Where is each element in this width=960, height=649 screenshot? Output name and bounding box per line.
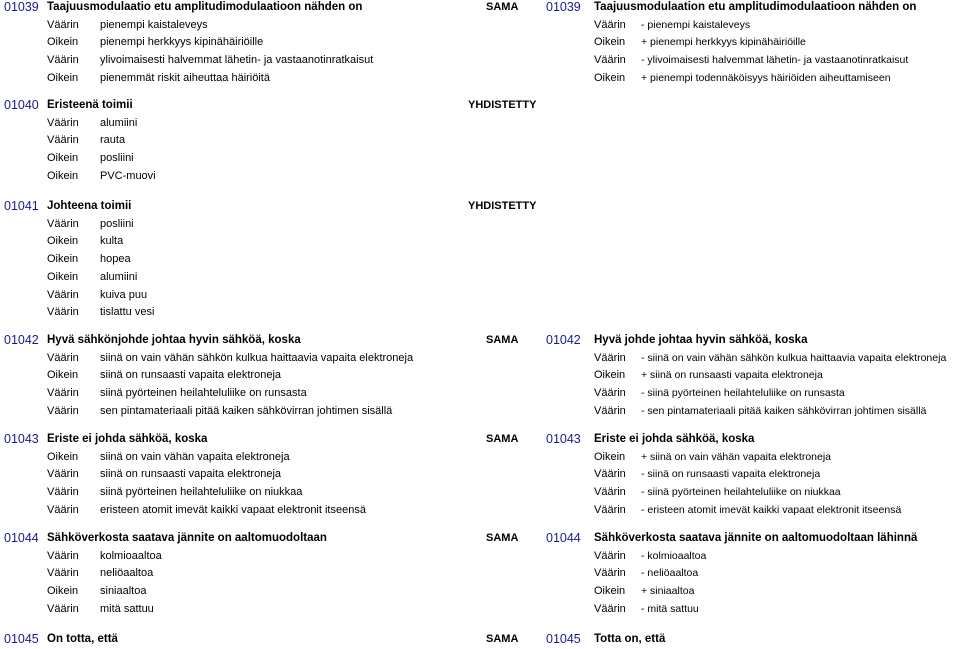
answer-text: siinä on runsaasti vapaita elektroneja	[100, 468, 282, 480]
right-answer-verdict: Oikein	[594, 72, 626, 84]
answer-text: posliini	[100, 218, 134, 230]
answer-text: kolmioaaltoa	[100, 550, 162, 562]
answer-text: pienemmät riskit aiheuttaa häiriöitä	[100, 72, 270, 84]
answer-verdict: Väärin	[47, 603, 79, 615]
right-answer-verdict: Väärin	[594, 504, 626, 516]
answer-text: siinä on vain vähän sähkön kulkua haittaavia vapaita elektroneja	[100, 352, 414, 364]
question-code: 01045	[4, 632, 39, 646]
right-answer-verdict: Väärin	[594, 486, 626, 498]
answer-verdict: Väärin	[47, 289, 79, 301]
question-text: Eristeenä toimii	[47, 99, 133, 111]
answer-verdict: Väärin	[47, 387, 79, 399]
right-answer-text: + pienempi herkkyys kipinähäiriöille	[641, 36, 806, 48]
answer-verdict: Väärin	[47, 306, 79, 318]
answer-text: siinä pyörteinen heilahteluliike on runsasta	[100, 387, 307, 399]
answer-verdict: Väärin	[47, 117, 79, 129]
answer-verdict: Oikein	[47, 253, 79, 265]
question-text: Sähköverkosta saatava jännite on aaltomuodoltaan	[47, 532, 327, 544]
answer-verdict: Väärin	[47, 468, 79, 480]
answer-verdict: Oikein	[47, 451, 79, 463]
right-answer-verdict: Oikein	[594, 585, 626, 597]
right-answer-verdict: Oikein	[594, 369, 626, 381]
right-answer-text: - siinä pyörteinen heilahteluliike on niukkaa	[641, 486, 841, 498]
answer-verdict: Oikein	[47, 170, 79, 182]
right-answer-text: - neliöaaltoa	[641, 567, 699, 579]
question-code: 01040	[4, 98, 39, 112]
answer-verdict: Väärin	[47, 504, 79, 516]
right-answer-text: - sen pintamateriaali pitää kaiken sähkövirran johtimen sisällä	[641, 405, 927, 417]
answer-verdict: Väärin	[47, 134, 79, 146]
answer-text: siinä on runsaasti vapaita elektroneja	[100, 369, 282, 381]
right-answer-verdict: Oikein	[594, 451, 626, 463]
right-answer-text: - eristeen atomit imevät kaikki vapaat elektronit itseensä	[641, 504, 902, 516]
right-answer-verdict: Väärin	[594, 567, 626, 579]
answer-verdict: Väärin	[47, 352, 79, 364]
answer-verdict: Oikein	[47, 152, 79, 164]
answer-text: eristeen atomit imevät kaikki vapaat elektronit itseensä	[100, 504, 366, 516]
answer-verdict: Väärin	[47, 19, 79, 31]
answer-verdict: Oikein	[47, 585, 79, 597]
match-tag: SAMA	[486, 433, 519, 445]
right-question-code: 01039	[546, 0, 581, 14]
right-question-text: Totta on, että	[594, 633, 666, 645]
answer-text: kuiva puu	[100, 289, 148, 301]
right-answer-text: - pienempi kaistaleveys	[641, 19, 751, 31]
answer-text: tislattu vesi	[100, 306, 155, 318]
right-answer-text: - ylivoimaisesti halvemmat lähetin- ja vastaanotinratkaisut	[641, 54, 909, 66]
answer-text: rauta	[100, 134, 126, 146]
right-question-code: 01045	[546, 632, 581, 646]
right-question-text: Eriste ei johda sähköä, koska	[594, 433, 755, 445]
right-answer-text: - siinä on runsaasti vapaita elektroneja	[641, 468, 821, 480]
answer-text: alumiini	[100, 117, 138, 129]
question-code: 01041	[4, 199, 39, 213]
question-text: Taajuusmodulaatio etu amplitudimodulaatioon nähden on	[47, 1, 363, 13]
answer-text: hopea	[100, 253, 131, 265]
answer-text: posliini	[100, 152, 134, 164]
answer-text: neliöaaltoa	[100, 567, 154, 579]
match-tag: SAMA	[486, 334, 519, 346]
answer-verdict: Oikein	[47, 369, 79, 381]
right-question-code: 01043	[546, 432, 581, 446]
match-tag: SAMA	[486, 633, 519, 645]
right-answer-text: + siinä on vain vähän vapaita elektroneja	[641, 451, 832, 463]
answer-verdict: Väärin	[47, 54, 79, 66]
answer-verdict: Oikein	[47, 271, 79, 283]
right-answer-verdict: Väärin	[594, 468, 626, 480]
answer-text: PVC-muovi	[100, 170, 156, 182]
answer-verdict: Väärin	[47, 486, 79, 498]
answer-verdict: Väärin	[47, 405, 79, 417]
right-answer-text: - siinä on vain vähän sähkön kulkua haittaavia vapaita elektroneja	[641, 352, 947, 364]
right-answer-verdict: Oikein	[594, 36, 626, 48]
answer-text: pienempi herkkyys kipinähäiriöille	[100, 36, 264, 48]
answer-text: pienempi kaistaleveys	[100, 19, 208, 31]
match-tag: SAMA	[486, 1, 519, 13]
right-question-text: Sähköverkosta saatava jännite on aaltomuodoltaan lähinnä	[594, 532, 918, 544]
question-code: 01043	[4, 432, 39, 446]
question-text: Eriste ei johda sähköä, koska	[47, 433, 208, 445]
question-code: 01039	[4, 0, 39, 14]
right-question-text: Taajuusmodulaation etu amplitudimodulaatioon nähden on	[594, 1, 917, 13]
right-answer-text: + siniaaltoa	[641, 585, 695, 597]
right-answer-verdict: Väärin	[594, 550, 626, 562]
answer-text: siniaaltoa	[100, 585, 147, 597]
match-tag: YHDISTETTY	[468, 99, 537, 111]
answer-text: ylivoimaisesti halvemmat lähetin- ja vastaanotinratkaisut	[100, 54, 374, 66]
right-answer-text: - mitä sattuu	[641, 603, 699, 615]
question-text: On totta, että	[47, 633, 118, 645]
right-answer-verdict: Väärin	[594, 54, 626, 66]
answer-verdict: Väärin	[47, 567, 79, 579]
answer-text: alumiini	[100, 271, 138, 283]
question-text: Johteena toimii	[47, 200, 132, 212]
question-code: 01044	[4, 531, 39, 545]
answer-verdict: Oikein	[47, 36, 79, 48]
right-question-code: 01044	[546, 531, 581, 545]
match-tag: SAMA	[486, 532, 519, 544]
right-question-code: 01042	[546, 333, 581, 347]
right-answer-text: + siinä on runsaasti vapaita elektroneja	[641, 369, 823, 381]
answer-text: siinä on vain vähän vapaita elektroneja	[100, 451, 290, 463]
answer-verdict: Väärin	[47, 218, 79, 230]
question-code: 01042	[4, 333, 39, 347]
answer-text: sen pintamateriaali pitää kaiken sähkövirran johtimen sisällä	[100, 405, 393, 417]
answer-verdict: Oikein	[47, 72, 79, 84]
answer-verdict: Väärin	[47, 550, 79, 562]
answer-text: siinä pyörteinen heilahteluliike on niukkaa	[100, 486, 303, 498]
answer-verdict: Oikein	[47, 235, 79, 247]
right-answer-verdict: Väärin	[594, 387, 626, 399]
right-answer-verdict: Väärin	[594, 603, 626, 615]
right-answer-verdict: Väärin	[594, 352, 626, 364]
question-text: Hyvä sähkönjohde johtaa hyvin sähköä, koska	[47, 334, 301, 346]
answer-text: mitä sattuu	[100, 603, 154, 615]
right-answer-text: - siinä pyörteinen heilahteluliike on runsasta	[641, 387, 845, 399]
right-answer-text: + pienempi todennäköisyys häiriöiden aiheuttamiseen	[641, 72, 891, 84]
right-answer-verdict: Väärin	[594, 405, 626, 417]
right-answer-verdict: Väärin	[594, 19, 626, 31]
answer-text: kulta	[100, 235, 124, 247]
right-answer-text: - kolmioaaltoa	[641, 550, 707, 562]
right-question-text: Hyvä johde johtaa hyvin sähköä, koska	[594, 334, 808, 346]
match-tag: YHDISTETTY	[468, 200, 537, 212]
